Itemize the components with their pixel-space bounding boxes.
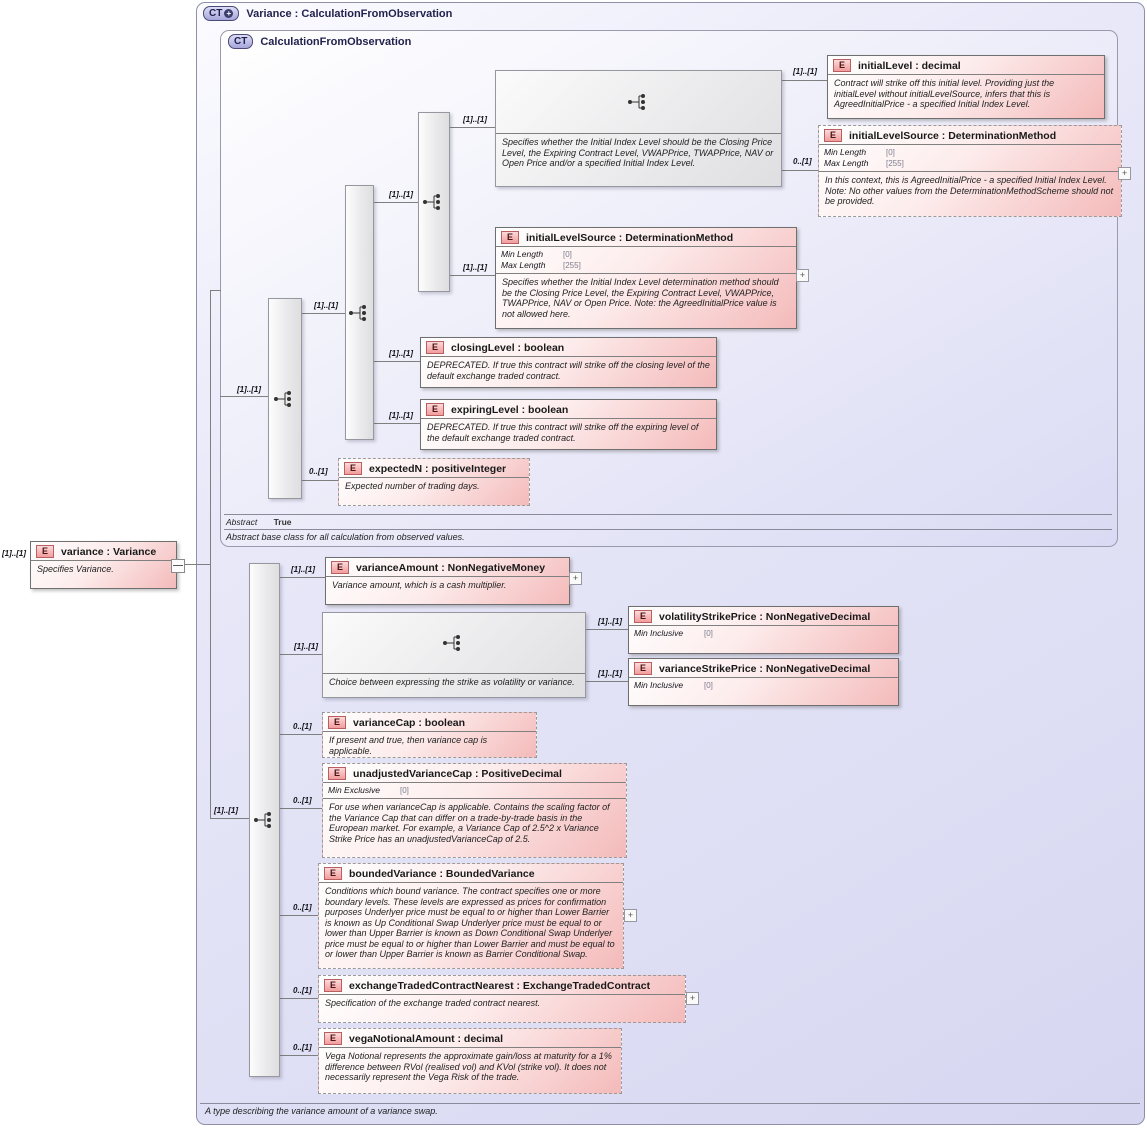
connector-mid-choice (300, 313, 346, 314)
expand-icon[interactable]: + (624, 909, 637, 922)
facet-label: Min Length (501, 249, 544, 259)
cardinality-label: [1]..[1] (294, 642, 318, 651)
cardinality-label: [1]..[1] (214, 806, 238, 815)
complextype-badge-icon (228, 34, 253, 49)
connector-expiringlevel (372, 423, 420, 424)
choice-icon (442, 633, 466, 653)
sequence-bar-base (268, 298, 302, 499)
connector-initiallevelsource-req (448, 275, 496, 276)
sequence-bar-inner (418, 112, 450, 292)
element-box-variance[interactable] (30, 541, 177, 589)
connector-volatilitystrike (585, 629, 629, 630)
element-doc: For use when varianceCap is applicable. Contains the scaling factor of the Variance Cap that can differ on a trade-by-trade basis in the European market. For example, a Variance Cap of 2.5^2 x Variance Strike Price has an unadjustedVarianceCap of 2.5. (329, 802, 610, 844)
element-box-volatilitystrikeprice[interactable] (628, 606, 899, 654)
element-facets (496, 247, 796, 274)
element-title: varianceStrikePrice : NonNegativeDecimal (659, 662, 871, 675)
cardinality-label: 0..[1] (293, 722, 312, 731)
cardinality-label: 0..[1] (293, 796, 312, 805)
compositor-doc: Choice between expressing the strike as volatility or variance. (329, 677, 575, 687)
sequence-icon (422, 192, 446, 212)
ct-badge-text: CT (209, 8, 223, 19)
facet-value: [255] (886, 159, 904, 168)
element-badge-icon: E (426, 403, 444, 416)
element-title: exchangeTradedContractNearest : ExchangeTradedContract (349, 979, 651, 992)
element-facets (629, 626, 898, 641)
facet-value: [0] (400, 786, 409, 795)
outer-panel-title: Variance : CalculationFromObservation (246, 7, 453, 20)
abstract-value: True (273, 517, 292, 527)
element-facets (629, 678, 898, 693)
element-header (629, 607, 898, 626)
choice-icon (627, 92, 651, 112)
cardinality-label: 0..[1] (309, 467, 328, 476)
element-badge-icon: E (824, 129, 842, 142)
element-doc: Specifies Variance. (37, 564, 114, 574)
element-box-unadjustedvariancecap[interactable] (322, 763, 627, 858)
element-badge-icon: E (833, 59, 851, 72)
element-box-varianceamount[interactable] (325, 557, 570, 605)
element-header (339, 459, 529, 478)
facet-value: [0] (886, 148, 895, 157)
choice-icon (348, 303, 372, 323)
connector-initiallevelsource-opt (780, 170, 819, 171)
trunk-connector (210, 290, 211, 819)
connector-closinglevel (372, 361, 420, 362)
facet-label: Max Length (824, 158, 869, 168)
element-header (496, 228, 796, 247)
element-box-initiallevelsource-required[interactable] (495, 227, 797, 329)
cardinality-label: [1]..[1] (463, 115, 487, 124)
element-doc: DEPRECATED. If true this contract will strike off the expiring level of the default exchange traded contract. (427, 422, 699, 443)
element-box-variancecap[interactable] (322, 712, 537, 758)
element-box-expectedn[interactable] (338, 458, 530, 506)
facet-label: Min Inclusive (634, 628, 684, 638)
expand-icon[interactable]: + (569, 572, 582, 585)
element-header (323, 713, 536, 732)
element-badge-icon: E (344, 462, 362, 475)
cardinality-label: [1]..[1] (389, 190, 413, 199)
element-badge-icon: E (324, 1032, 342, 1045)
sequence-icon (273, 389, 297, 409)
element-box-initiallevel[interactable] (827, 55, 1105, 119)
element-title: closingLevel : boolean (451, 341, 565, 354)
element-badge-icon: E (324, 979, 342, 992)
element-box-initiallevelsource-optional[interactable] (818, 125, 1122, 217)
facet-value: [255] (563, 261, 581, 270)
plus-circle-icon: + (224, 9, 233, 18)
expand-icon[interactable]: + (1118, 167, 1131, 180)
strike-choice-box (322, 612, 586, 698)
inner-panel-title: CalculationFromObservation (260, 35, 412, 48)
facet-label: Min Exclusive (328, 785, 380, 795)
compositor-doc: Specifies whether the Initial Index Level should be the Closing Price Level, the Expiring Contract Level, VWAPPrice, TWAPPrice, NAV or Open Price and/or a specified Initial Index Level. (502, 137, 774, 168)
connector-to-base (210, 290, 221, 291)
choice-icon-area (323, 613, 585, 674)
element-box-boundedvariance[interactable] (318, 863, 624, 969)
element-facets (819, 145, 1121, 172)
element-badge-icon: E (634, 662, 652, 675)
cardinality-label: [1]..[1] (598, 669, 622, 678)
abstract-label: Abstract (226, 517, 258, 527)
choice-bar-mid (345, 185, 374, 440)
element-doc: Vega Notional represents the approximate gain/loss at maturity for a 1% difference between RVol (realised vol) and KVol (strike vol). It does not necessarily represent the Vega Risk of the trade. (325, 1051, 612, 1082)
facet-label: Min Inclusive (634, 680, 684, 690)
element-title: varianceAmount : NonNegativeMoney (356, 561, 546, 574)
complextype-plus-badge-icon (203, 6, 239, 21)
cardinality-label: [1]..[1] (237, 385, 261, 394)
abstract-row (226, 517, 292, 527)
connector-inner-sequence (372, 202, 419, 203)
element-header (319, 864, 623, 883)
element-facets (323, 783, 626, 799)
cardinality-label: 0..[1] (293, 903, 312, 912)
connector-veganotional (278, 1055, 319, 1056)
element-box-expiringlevel[interactable] (420, 399, 717, 450)
element-header (819, 126, 1121, 145)
element-header (31, 542, 176, 561)
element-doc: DEPRECATED. If true this contract will strike off the closing level of the default exchange traded contract. (427, 360, 710, 381)
element-doc: Expected number of trading days. (345, 481, 480, 491)
element-title: volatilityStrikePrice : NonNegativeDecimal (659, 610, 871, 623)
connector-strike-choice (278, 654, 323, 655)
element-badge-icon: E (634, 610, 652, 623)
outer-panel-doc: A type describing the variance amount of a variance swap. (205, 1106, 438, 1116)
choice-icon-area (496, 71, 781, 134)
connector-variance-sequence (210, 818, 250, 819)
connector-variancestrike (585, 681, 629, 682)
connector-initial-choice (448, 127, 496, 128)
element-title: boundedVariance : BoundedVariance (349, 867, 535, 880)
outer-panel-header (203, 6, 452, 21)
facet-label: Min Length (824, 147, 867, 157)
facet-value: [0] (563, 250, 572, 259)
element-title: vegaNotionalAmount : decimal (349, 1032, 504, 1045)
connector-variancecap (278, 734, 323, 735)
element-badge-icon: E (501, 231, 519, 244)
footer-separator (200, 1103, 1140, 1104)
element-box-closinglevel[interactable] (420, 337, 717, 388)
connector-initiallevel (780, 80, 827, 81)
inner-panel-header (228, 34, 411, 49)
element-header (319, 976, 685, 995)
cardinality-label: 0..[1] (793, 157, 812, 166)
cardinality-label: [1]..[1] (314, 301, 338, 310)
element-title: varianceCap : boolean (353, 716, 466, 729)
cardinality-label: [1]..[1] (598, 617, 622, 626)
element-doc: Variance amount, which is a cash multiplier. (332, 580, 507, 590)
sequence-icon (253, 810, 277, 830)
element-doc: If present and true, then variance cap is applicable. (329, 735, 488, 756)
cardinality-label: [1]..[1] (463, 263, 487, 272)
element-badge-icon: E (328, 767, 346, 780)
collapse-toggle-icon[interactable] (171, 559, 185, 573)
element-doc: Conditions which bound variance. The contract specifies one or more boundary levels. These levels are expressed as prices for confirmation purposes Underlyer price must be equal to or higher than Lower Barrier is known as Up Conditional Swap Underlyer price must be equal to or lower than Upper Barrier is known as Down Conditional Swap Underlyer price must be equal to or higher than Lower Barrier and must be equal to or lower than Upper Barrier is known as Barrier Conditional Swap. (325, 886, 615, 959)
element-title: variance : Variance (61, 545, 157, 558)
element-doc: In this context, this is AgreedInitialPrice - a specified Initial Index Level. Note: No other values from the DeterminationMethodScheme should not be provided. (825, 175, 1114, 206)
element-header (323, 764, 626, 783)
element-badge-icon: E (331, 561, 349, 574)
element-badge-icon: E (36, 545, 54, 558)
element-title: expiringLevel : boolean (451, 403, 569, 416)
base-ct-doc: Abstract base class for all calculation from observed values. (226, 532, 465, 542)
connector-base-sequence (220, 396, 269, 397)
element-doc: Specification of the exchange traded contract nearest. (325, 998, 541, 1008)
cardinality-label: [1]..[1] (793, 67, 817, 76)
element-header (828, 56, 1104, 75)
element-header (326, 558, 569, 577)
expand-icon[interactable]: + (686, 992, 699, 1005)
connector-expectedn (300, 480, 339, 481)
abstract-separator (224, 529, 1112, 530)
ct-badge-text: CT (234, 36, 248, 47)
facet-value: [0] (704, 681, 713, 690)
cardinality-label: [1]..[1] (389, 349, 413, 358)
element-header (629, 659, 898, 678)
element-box-exchangetradedcontractnearest[interactable] (318, 975, 686, 1023)
element-title: initialLevelSource : DeterminationMethod (526, 231, 734, 244)
element-title: initialLevelSource : DeterminationMethod (849, 129, 1057, 142)
cardinality-label: [1]..[1] (389, 411, 413, 420)
element-box-variancestrikeprice[interactable] (628, 658, 899, 706)
element-header (421, 338, 716, 357)
sequence-bar-variance (249, 563, 280, 1077)
facet-value: [0] (704, 629, 713, 638)
element-title: expectedN : positiveInteger (369, 462, 507, 475)
connector-varianceamount (278, 577, 326, 578)
element-badge-icon: E (426, 341, 444, 354)
cardinality-label: 0..[1] (293, 1043, 312, 1052)
abstract-separator (224, 514, 1112, 515)
element-doc: Specifies whether the Initial Index Level determination method should be the Closing Price Level, the Expiring Contract Level, VWAPPrice, TWAPPrice, NAV or Open Price. Note: the AgreedInitialPrice value is not allowed here. (502, 277, 779, 319)
cardinality-label: [1]..[1] (291, 565, 315, 574)
connector-exchangetraded (278, 998, 319, 999)
facet-label: Max Length (501, 260, 546, 270)
element-title: unadjustedVarianceCap : PositiveDecimal (353, 767, 562, 780)
element-title: initialLevel : decimal (858, 59, 961, 72)
connector-boundedvariance (278, 915, 319, 916)
element-header (319, 1029, 621, 1048)
cardinality-label: 0..[1] (293, 986, 312, 995)
element-box-veganotionalamount[interactable] (318, 1028, 622, 1094)
initial-choice-box (495, 70, 782, 187)
connector-unadjustedvariancecap (278, 808, 323, 809)
expand-icon[interactable]: + (796, 269, 809, 282)
element-header (421, 400, 716, 419)
element-doc: Contract will strike off this initial level. Providing just the initialLevel without initialLevelSource, infers that this is AgreedInitialPrice - a specified Initial Index Level. (834, 78, 1055, 109)
element-badge-icon: E (328, 716, 346, 729)
cardinality-label: [1]..[1] (2, 549, 26, 558)
element-badge-icon: E (324, 867, 342, 880)
